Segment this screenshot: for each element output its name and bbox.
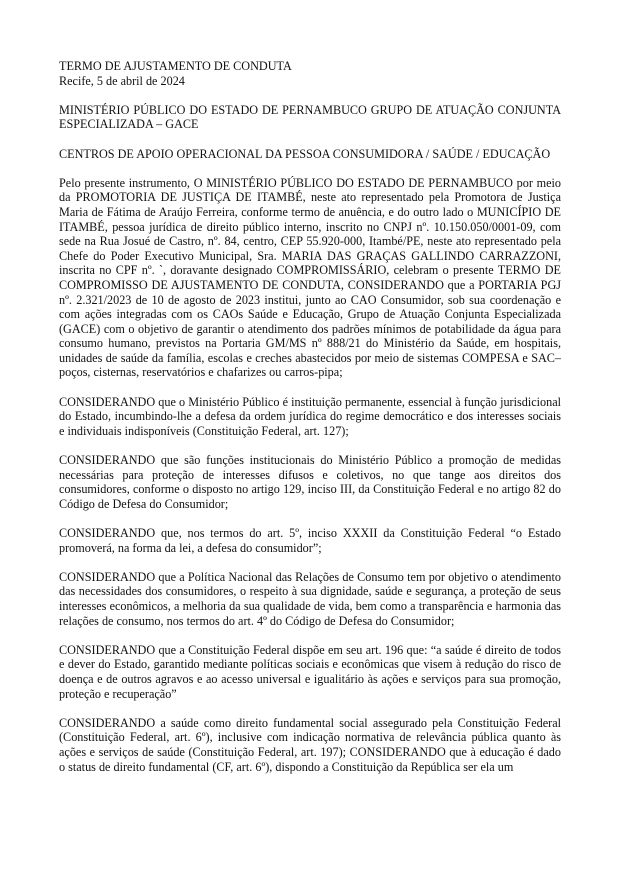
document-title: TERMO DE AJUSTAMENTO DE CONDUTA [59,59,292,73]
institution-name: MINISTÉRIO PÚBLICO DO ESTADO DE PERNAMBUCO GRUPO DE ATUAÇÃO CONJUNTA ESPECIALIZADA – GACE [59,102,561,132]
paragraph-considerando-1: CONSIDERANDO que o Ministério Público é instituição permanente, essencial à função jurisdicional do Estado, incumbindo-lhe a defesa da ordem jurídica do regime democrático e dos interesses sociais e individuais indisponíveis (Constituição Federal, art. 127); [59,394,561,438]
paragraph-preamble: Pelo presente instrumento, O MINISTÉRIO PÚBLICO DO ESTADO DE PERNAMBUCO por meio da PROMOTORIA DE JUSTIÇA DE ITAMBÉ, neste ato representado pela Promotora de Justiça Maria de Fátima de Araújo Ferreira, conforme termo de anuência, e do outro lado o MUNICÍPIO DE ITAMBÉ, pessoa jurídica de direito público interno, inscrito no CNPJ nº. 10.150.050/0001-09, com sede na Rua Josué de Castro, nº. 84, centro, CEP 55.920-000, Itambé/PE, neste ato representado pela Chefe do Poder Executivo Municipal, Sra. MARIA DAS GRAÇAS GALLINDO CARRAZZONI, inscrita no CPF nº. `, doravante designado COMPROMISSÁRIO, celebram o presente TERMO DE COMPROMISSO DE AJUSTAMENTO DE CONDUTA, CONSIDERANDO que a PORTARIA PGJ nº. 2.321/2023 de 10 de agosto de 2023 institui, junto ao CAO Consumidor, sob sua coordenação e com ações integradas com os CAOs Saúde e Educação, Grupo de Atuação Conjunta Especializada (GACE) com o objetivo de garantir o atendimento dos padrões mínimos de potabilidade da água para consumo humano, previstos na Portaria GM/MS nº 888/21 do Ministério da Saúde, em hospitais, unidades de saúde da família, escolas e creches abastecidos por meio de sistemas COMPESA e SAC–poços, cisternas, reservatórios e chafarizes ou carros-pipa; [59,175,561,380]
support-centers: CENTROS DE APOIO OPERACIONAL DA PESSOA CONSUMIDORA / SAÚDE / EDUCAÇÃO [59,146,551,161]
paragraph-considerando-2: CONSIDERANDO que são funções institucionais do Ministério Público a promoção de medidas necessárias para proteção de interesses difusos e coletivos, no que tange aos direitos dos consumidores, conforme o disposto no artigo 129, inciso III, da Constituição Federal e no artigo 82 do Código de Defesa do Consumidor; [59,453,561,511]
paragraph-considerando-5: CONSIDERANDO que a Constituição Federal dispõe em seu art. 196 que: “a saúde é direito de todos e dever do Estado, garantido mediante políticas sociais e econômicas que visem à redução do risco de doença e de outros agravos e ao acesso universal e igualitário às ações e serviços para sua promoção, proteção e recuperação” [59,642,561,701]
paragraph-considerando-6: CONSIDERANDO a saúde como direito fundamental social assegurado pela Constituição Federal (Constituição Federal, art. 6º), inclusive com indicação normativa de relevância pública quanto às ações e serviços de saúde (Constituição Federal, art. 197); CONSIDERANDO que à educação é dado o status de direito fundamental (CF, art. 6º), dispondo a Constituição da República ser ela um [59,715,561,774]
paragraph-considerando-3: CONSIDERANDO que, nos termos do art. 5º, inciso XXXII da Constituição Federal “o Estado promoverá, na forma da lei, a defesa do consumidor”; [59,526,561,555]
paragraph-considerando-4: CONSIDERANDO que a Política Nacional das Relações de Consumo tem por objetivo o atendimento das necessidades dos consumidores, o respeito à sua dignidade, saúde e segurança, a proteção de seus interesses econômicos, a melhoria da sua qualidade de vida, bem como a transparência e harmonia das relações de consumo, nos termos do art. 4º do Código de Defesa do Consumidor; [59,569,561,628]
document-page [59,59,561,774]
place-date: Recife, 5 de abril de 2024 [59,73,185,88]
document-header [59,59,561,88]
